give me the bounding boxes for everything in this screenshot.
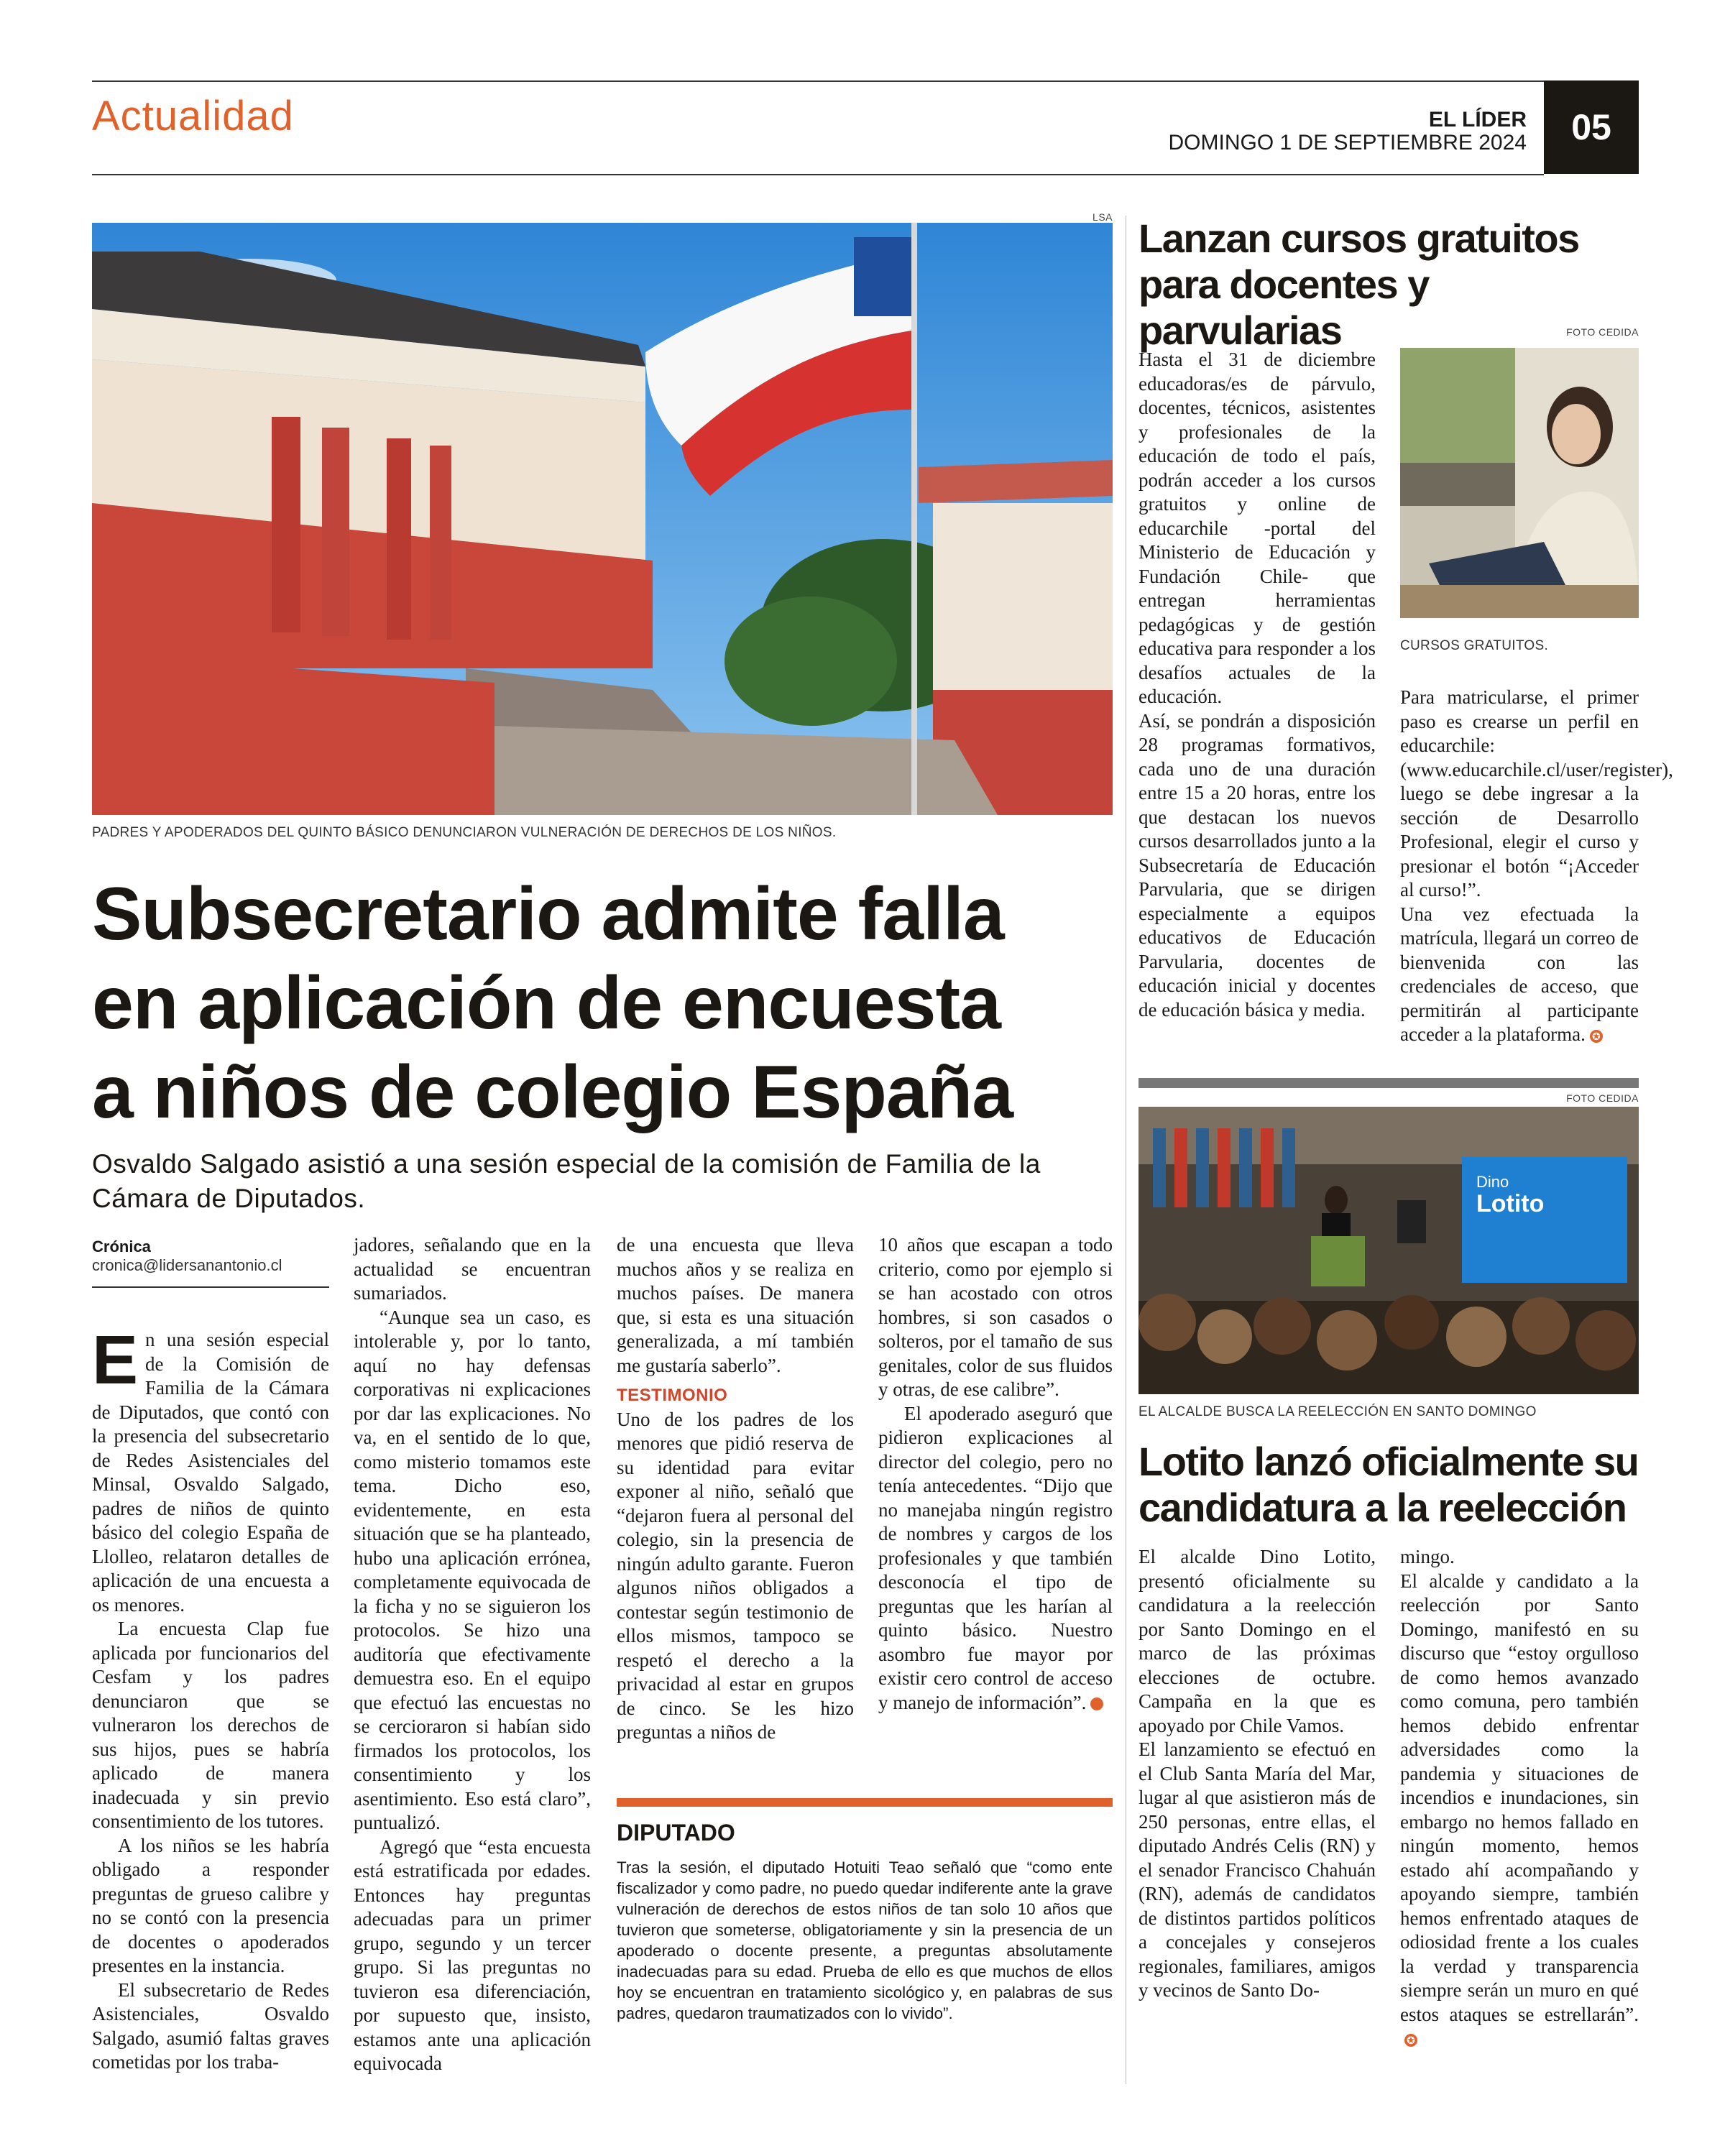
body-paragraph: Así, se pondrán a disposición 28 programas formativos, cada uno de una duración entre 15 a 20 horas, entre los que destacan los nuevos cursos desarrollados junto a la Subsecretaría de Educación Parvularia, que se dirigen especialmente a equipos educativos de Educación Parvularia, docentes de educación inicial y docentes de educación básica y media. <box>1138 709 1376 1021</box>
publication-date: DOMINGO 1 DE SEPTIEMBRE 2024 <box>1168 131 1527 155</box>
testimonio-subhead: TESTIMONIO <box>617 1386 728 1405</box>
body-paragraph: Una vez efectuada la matrícula, llegará un correo de bienvenida con las credenciales de acceso, que permitirán al participante acceder a la plataforma. <box>1400 903 1639 1045</box>
section-label: Actualidad <box>92 93 294 139</box>
body-paragraph: 10 años que escapan a todo criterio, como por ejemplo si se han acostado con otros hombres, si son casados o solteros, por el tamaño de sus genitales, color de sus fluidos y otras, de ese calibre”. <box>878 1234 1113 1400</box>
body-paragraph: jadores, señalando que en la actualidad se encuentran sumariados. <box>354 1234 591 1304</box>
main-photo-school <box>92 223 1113 815</box>
diputado-box-bar <box>617 1798 1113 1807</box>
side-story-2-headline <box>1138 1439 1642 1531</box>
byline-rule <box>92 1286 329 1288</box>
side-story-1-headline-line-1: Lanzan cursos gratuitos <box>1138 216 1579 261</box>
body-paragraph: La encuesta Clap fue aplicada por funcionarios del Cesfam y los padres denunciaron que se vulneraron los derechos de sus hijos, pues se habría aplicado de manera inadecuada y sin previo consentimiento de los tutores. <box>92 1618 329 1832</box>
main-headline <box>92 870 1113 1137</box>
body-paragraph: El lanzamiento se efectuó en el Club Santa María del Mar, lugar al que asistieron más de 250 personas, entre ellas, el diputado Andrés Celis (RN) y el senador Francisco Chahuán (RN), además de candidatos de distintos partidos políticos a concejales y consejeros regionales, familiares, amigos y vecinos de Santo Do- <box>1138 1738 1376 2001</box>
page-number: 05 <box>1544 80 1639 174</box>
side-story-2-headline-line-1: Lotito lanzó oficialmente su <box>1138 1439 1639 1484</box>
screen-text-big: Lotito <box>1476 1190 1545 1217</box>
main-headline-line-2: en aplicación de encuesta <box>92 962 1000 1045</box>
header-bottom-rule <box>92 174 1544 175</box>
body-paragraph: n una sesión especial de la Comisión de Familia de la Cámara de Diputados, que contó con la presencia del subsecretario de Redes Asistenciales del Minsal, Osvaldo Salgado, padres de niños de quinto básico del colegio España de Llolleo, relataron detalles de aplicación de una encuesta a os menores. <box>92 1329 329 1616</box>
end-mark-icon: ✪ <box>1590 1030 1603 1043</box>
side-story-2-photo-credit: FOTO CEDIDA <box>1566 1092 1639 1104</box>
side-story-2-photo-caption: EL ALCALDE BUSCA LA REELECCIÓN EN SANTO DOMINGO <box>1138 1404 1537 1419</box>
body-paragraph: Hasta el 31 de diciembre educadoras/es de párvulo, docentes, técnicos, asistentes y profesionales de la educación de todo el país, podrán acceder a los cursos gratuitos y online de educarchile -portal del Ministerio de Educación y Fundación Chile- que entregan herramientas pedagógicas y de gestión educativa para responder a los desafíos actuales de la educación. <box>1138 349 1376 707</box>
side-story-2-column-2 <box>1400 1545 1639 2077</box>
body-paragraph: El apoderado aseguró que pidieron explicaciones al director del colegio, pero no tenía antecedentes. “Dijo que no manejaba ningún registro de nombres y cargos de los profesionales y que también desconocía el tipo de preguntas que les harían al quinto básico. Nuestro asombro fue mayor por existir cero control de acceso y manejo de información”. <box>878 1402 1113 1713</box>
main-photo-caption: PADRES Y APODERADOS DEL QUINTO BÁSICO DENUNCIARON VULNERACIÓN DE DERECHOS DE LOS NIÑOS. <box>92 825 837 840</box>
main-body-column-4 <box>878 1233 1126 1779</box>
main-headline-line-1: Subsecretario admite falla <box>92 872 1004 956</box>
body-paragraph: de una encuesta que lleva muchos años y se realiza en muchos países. De manera que, si esta es una situación generalizada, a mí también me gustaría saberlo”. <box>617 1234 854 1376</box>
body-paragraph: A los niños se les habría obligado a responder preguntas de grueso calibre y no se contó con la presencia de docentes o apoderados presentes en la instancia. <box>92 1834 329 1976</box>
body-paragraph: “Aunque sea un caso, es intolerable y, por lo tanto, aquí no hay defensas corporativas ni explicaciones por dar las explicaciones. No va, en el sentido de lo que, como misterio tomamos este tema. Dicho eso, evidentemente, en esta situación que se ha planteado, hubo una aplicación errónea, completamente equivocada de la ficha y no se siguieron los protocolos. Se hizo una auditoría que efectivamente demuestra eso. En el equipo que efectuó las encuestas no se cercioraron si habían sido firmados los protocolos, los consentimiento y los asentimiento. Eso está claro”, puntualizó. <box>354 1306 591 1833</box>
main-subhead: Osvaldo Salgado asistió a una sesión especial de la comisión de Familia de la Cámara de Diputados. <box>92 1149 1041 1213</box>
main-headline-line-3: a niños de colegio España <box>92 1051 1013 1134</box>
side-story-1-photo <box>1400 348 1639 618</box>
newspaper-name: EL LÍDER <box>1428 108 1527 132</box>
screen-text-small: Dino <box>1476 1173 1509 1191</box>
side-story-2-photo <box>1138 1107 1639 1394</box>
main-photo-credit: LSA <box>1092 211 1113 223</box>
side-story-2-column-1 <box>1138 1545 1376 2077</box>
end-mark-icon: ✪ <box>1090 1697 1103 1710</box>
end-mark-icon: ✪ <box>1404 2034 1417 2047</box>
body-paragraph: Uno de los padres de los menores que pidió reserva de su identidad para evitar exponer al niño, señaló que “dejaron fuera al personal del colegio, sin la presencia de ningún adulto garante. Fueron algunos niños obligados a contestar según testimonio de ellos mismos, tampoco se respetó el derecho a la privacidad al estar en grupos de cinco. Se les hizo preguntas a niños de <box>617 1408 854 1743</box>
header-top-rule <box>92 80 1544 82</box>
body-paragraph: El alcalde Dino Lotito, presentó oficialmente su candidatura a la reelección por Santo Domingo en el marco de las próximas elecciones de octubre. Campaña en la que es apoyado por Chile Vamos. <box>1138 1546 1376 1736</box>
side-story-2-headline-line-2: candidatura a la reelección <box>1138 1485 1627 1530</box>
body-paragraph: El subsecretario de Redes Asistenciales, Osvaldo Salgado, asumió faltas graves cometidas por los traba- <box>92 1978 329 2073</box>
side-story-1-column-2 <box>1400 686 1673 1074</box>
diputado-box-title: DIPUTADO <box>617 1820 735 1846</box>
main-body-column-3 <box>617 1233 854 1779</box>
body-paragraph: El alcalde y candidato a la reelección por Santo Domingo, manifestó en su discurso que “estoy orgulloso de como hemos avanzado como comuna, pero también hemos debido enfrentar adversidades como la pandemia y situaciones de incendios e inundaciones, sin embargo no hemos fallado en ningún momento, hemos estado ahí acompañando y apoyando siempre, también hemos enfrentado ataques de odiosidad frente a los cuales la verdad y transparencia siempre serán un muro en qué estos ataques se estrellarán”. <box>1400 1570 1639 2025</box>
side-story-1-photo-caption: CURSOS GRATUITOS. <box>1400 638 1549 653</box>
dropcap-letter: E <box>92 1322 139 1399</box>
body-paragraph: mingo. <box>1400 1546 1455 1567</box>
side-story-1-headline-line-2: para docentes y parvularias <box>1138 262 1429 353</box>
byline-email[interactable]: cronica@lidersanantonio.cl <box>92 1256 282 1274</box>
main-body-column-1 <box>92 1322 329 2077</box>
body-paragraph: Agregó que “esta encuesta está estratificada por edades. Entonces hay preguntas adecuadas para un primer grupo, segundo y un tercer grupo. Si las preguntas no tuvieron esa diferenciación, por supuesto que, insisto, estamos ante una aplicación equivocada <box>354 1835 591 2074</box>
body-paragraph: Para matricularse, el primer paso es crearse un perfil en educarchile: (www.educarchile.cl/user/register), luego se debe ingresar a la sección de Desarrollo Profesional, elegir el curso y presionar el botón “¡Acceder al curso!”. <box>1400 686 1673 900</box>
side-story-1-column-1 <box>1138 348 1376 1067</box>
diputado-box-text: Tras la sesión, el diputado Hotuiti Teao señaló que “como ente fiscalizador y como padre, no puedo quedar indiferente ante la grave vulneración de derechos de estos niños de tan solo 10 años que tuvieron que someterse, obligatoriamente y sin la presencia de un apoderado o docente presente, a preguntas absolutamente inadecuadas para su edad. Prueba de ello es que muchos de ellos hoy se encuentran en tratamiento sicológico y, en palabras de sus padres, quedaron traumatizados con lo vivido”. <box>617 1858 1113 2022</box>
main-body-column-2 <box>354 1233 591 2077</box>
side-story-separator <box>1138 1078 1639 1088</box>
side-story-1-photo-credit: FOTO CEDIDA <box>1566 326 1639 338</box>
byline-name: Crónica <box>92 1238 151 1256</box>
